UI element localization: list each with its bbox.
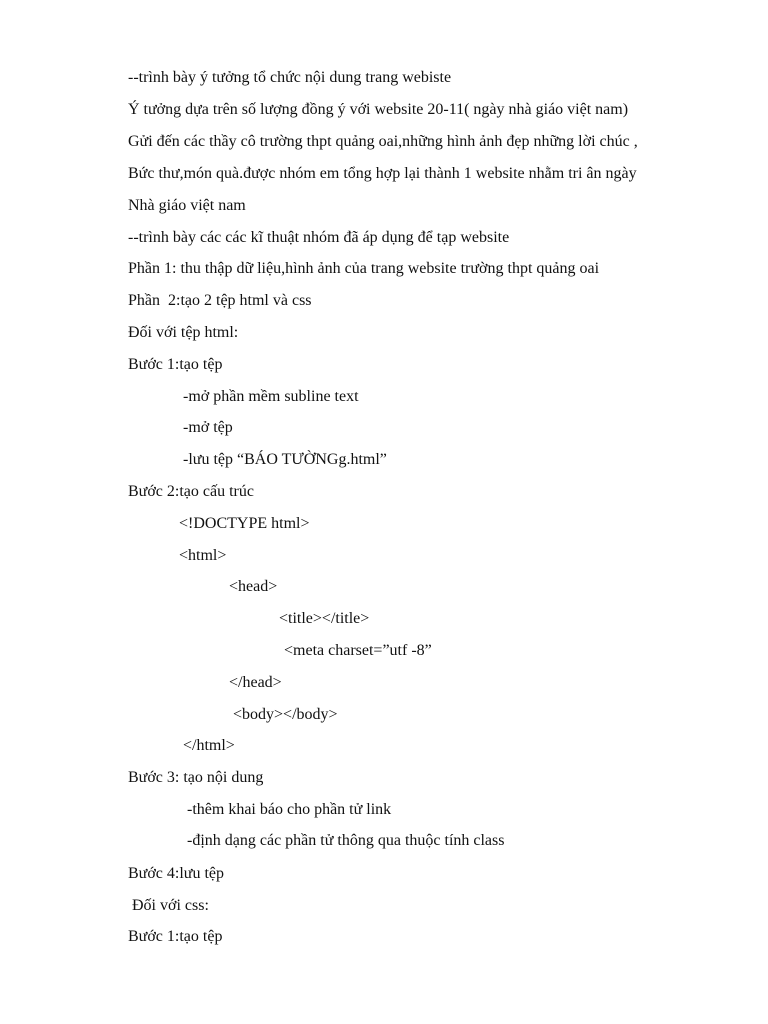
code-line: <!DOCTYPE html>: [179, 515, 310, 532]
text-line: Ý tưởng dựa trên số lượng đồng ý với website 20-11( ngày nhà giáo việt nam): [128, 101, 629, 118]
text-line: Bước 4:lưu tệp: [128, 865, 225, 882]
text-line: -lưu tệp “BÁO TƯỜNGg.html”: [183, 451, 387, 468]
code-line: <body></body>: [233, 706, 338, 723]
text-line: Phần 1: thu thập dữ liệu,hình ảnh của trang website trường thpt quảng oai: [128, 260, 600, 277]
text-line: Nhà giáo việt nam: [128, 197, 246, 214]
text-line: -định dạng các phần tử thông qua thuộc tính class: [187, 832, 505, 849]
code-line: <meta charset=”utf -8”: [284, 642, 432, 659]
text-line: Gửi đến các thầy cô trường thpt quảng oai,những hình ảnh đẹp những lời chúc ,: [128, 133, 638, 150]
text-line: Đối với css:: [132, 897, 209, 914]
text-line: Bước 3: tạo nội dung: [128, 769, 264, 786]
code-line: <head>: [229, 578, 278, 595]
text-line: -mở phần mềm subline text: [183, 388, 359, 405]
text-line: --trình bày các các kĩ thuật nhóm đã áp dụng để tạp website: [128, 229, 510, 246]
text-line: -mở tệp: [183, 419, 233, 436]
text-line: Bước 2:tạo cấu trúc: [128, 483, 254, 500]
code-line: </head>: [229, 674, 282, 691]
code-line: <html>: [179, 547, 227, 564]
text-line: Đối với tệp html:: [128, 324, 239, 341]
text-line: -thêm khai báo cho phần tử link: [187, 801, 392, 818]
text-line: --trình bày ý tưởng tổ chức nội dung trang webiste: [128, 69, 452, 86]
text-line: Bước 1:tạo tệp: [128, 928, 223, 945]
code-line: <title></title>: [279, 610, 370, 627]
text-line: Phần 2:tạo 2 tệp html và css: [128, 292, 312, 309]
code-line: </html>: [183, 737, 235, 754]
text-line: Bước 1:tạo tệp: [128, 356, 223, 373]
text-line: Bức thư,món quà.được nhóm em tổng hợp lại thành 1 website nhằm tri ân ngày: [128, 165, 637, 182]
